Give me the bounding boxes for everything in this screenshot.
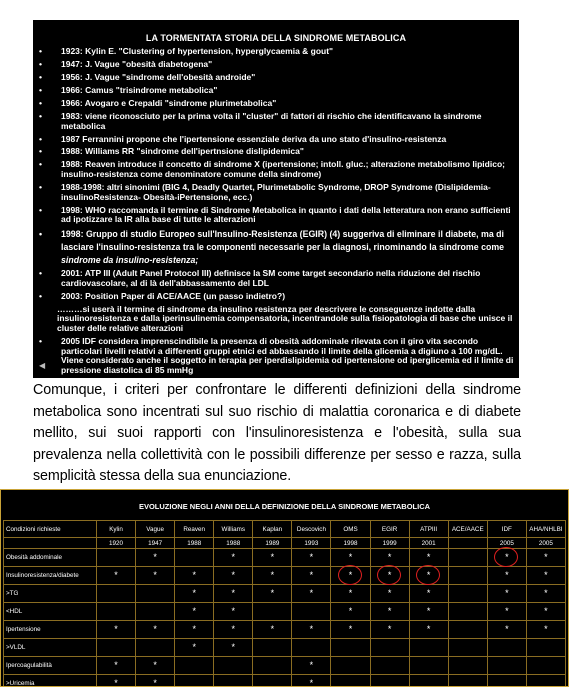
highlight-circle: [416, 565, 440, 585]
criterion-mark: *: [214, 639, 253, 657]
table-cell: [370, 675, 409, 687]
timeline-item: [37, 228, 515, 267]
criterion-mark: *: [214, 585, 253, 603]
row-label: >Uricemia: [4, 675, 97, 687]
timeline-list: [37, 47, 515, 378]
year-cell: 1988: [175, 538, 214, 549]
criterion-mark: *: [370, 585, 409, 603]
column-header: OMS: [331, 521, 370, 538]
table-cell: [526, 657, 565, 675]
criterion-mark: *: [370, 567, 409, 585]
table-cell: [292, 603, 331, 621]
table-cell: [370, 639, 409, 657]
criterion-mark: *: [487, 585, 526, 603]
criterion-mark: *: [292, 657, 331, 675]
year-cell: 1989: [253, 538, 292, 549]
column-header: Reaven: [175, 521, 214, 538]
table-years-row: [4, 538, 566, 549]
row-label: Ipertensione: [4, 621, 97, 639]
table-cell: [526, 675, 565, 687]
criterion-mark: *: [175, 603, 214, 621]
criterion-mark: *: [331, 549, 370, 567]
row-label: Obesità addominale: [4, 549, 97, 567]
table-cell: [448, 549, 487, 567]
table-cell: [253, 639, 292, 657]
year-cell: 1920: [97, 538, 136, 549]
history-slide: [33, 20, 519, 378]
table-cell: [526, 639, 565, 657]
criterion-mark: *: [97, 675, 136, 687]
table-cell: [214, 675, 253, 687]
criterion-mark: *: [292, 567, 331, 585]
table-cell: [487, 639, 526, 657]
column-header: Kylin: [97, 521, 136, 538]
timeline-italic-text: sindrome da insulino-resistenza;: [61, 255, 199, 266]
criterion-mark: *: [487, 567, 526, 585]
highlight-circle: [338, 565, 362, 585]
criterion-mark: *: [292, 675, 331, 687]
timeline-item: • 1987 Ferrannini propone che l'ipertensione essenziale deriva da uno stato d'insulino-resistenza: [37, 135, 515, 145]
timeline-item: • 1988-1998: altri sinonimi (BIG 4, Deadly Quartet, Plurimetabolic Syndrome, DROP Syndrome (Dislipidemia-insulinoResistenza- Obesità-iPertensione, ecc.): [37, 183, 515, 202]
table-cell: [448, 621, 487, 639]
criterion-mark: *: [409, 567, 448, 585]
table-header-row: [4, 521, 566, 538]
table-cell: [292, 639, 331, 657]
timeline-item: • 1966: Avogaro e Crepaldi "sindrome plurimetabolica": [37, 99, 515, 109]
row-label: >TG: [4, 585, 97, 603]
table-cell: [370, 657, 409, 675]
table-cell: [331, 639, 370, 657]
criterion-mark: *: [526, 603, 565, 621]
table-cell: [97, 639, 136, 657]
criterion-mark: *: [292, 549, 331, 567]
table-cell: [175, 549, 214, 567]
table-row: [4, 675, 566, 687]
timeline-item: • 2001: ATP III (Adult Panel Protocol III) definisce la SM come target secondario nella riduzione del rischio cardiovascolare, al di là dell'abbassamento del LDL: [37, 269, 515, 288]
criterion-mark: *: [253, 567, 292, 585]
table-cell: [487, 675, 526, 687]
criterion-mark: *: [331, 585, 370, 603]
column-header: Descovich: [292, 521, 331, 538]
criterion-mark: *: [136, 549, 175, 567]
table-cell: [409, 639, 448, 657]
timeline-item: • 2005 IDF considera imprenscindibile la presenza di obesità addominale rilevata con il giro vita secondo particolari livelli relativi a differenti gruppi etnici ed abbassando il limite della glicemia a digiuno a 100 mg/dL. Viene considerato anche il soggetto in terapia per iperdislipidemia od ipertensione od iperglicemia ed il limite di pressione diastolica di 85 mmHg: [37, 337, 515, 375]
table-cell: [97, 603, 136, 621]
timeline-subitem: ………si userà il termine di sindrome da insulino resistenza per descrivere le conseguenze indotte dalla insulinoresistenza e dalla iperinsulinemia compensatoria, incentrandole sulla fisiopatologia di base che unisce il cluster delle relative alterazioni: [57, 303, 513, 333]
table-cell: [136, 603, 175, 621]
table-cell: [97, 549, 136, 567]
column-header: ATPIII: [409, 521, 448, 538]
criterion-mark: *: [136, 567, 175, 585]
table-row: [4, 603, 566, 621]
criterion-mark: *: [409, 585, 448, 603]
criterion-mark: *: [526, 549, 565, 567]
table-cell: [253, 657, 292, 675]
year-cell: 1947: [136, 538, 175, 549]
criterion-mark: *: [292, 621, 331, 639]
body-paragraph: Comunque, i criteri per confrontare le differenti definizioni della sindrome metabolica sono incentrati sul suo rischio di malattia coronarica e di diabete mellito, sui suoi rapporti con l'insulinoresistenza e l'obesità, sulla sua prevalenza nella collettività con le possibili differenze per sesso e razza, sulla semplicità stessa della sua enunciazione.: [33, 382, 521, 484]
table-cell: [448, 603, 487, 621]
column-header: Williams: [214, 521, 253, 538]
criterion-mark: *: [175, 621, 214, 639]
timeline-item: • 1966: Camus "trisindrome metabolica": [37, 86, 515, 96]
year-cell: 1998: [331, 538, 370, 549]
criterion-mark: *: [331, 567, 370, 585]
criterion-mark: *: [331, 621, 370, 639]
criterion-mark: *: [487, 603, 526, 621]
definitions-table-panel: [0, 489, 569, 687]
criterion-mark: *: [136, 657, 175, 675]
timeline-item: • 1923: Kylin E. "Clustering of hypertension, hyperglycaemia & gout": [37, 47, 515, 57]
row-label: <HDL: [4, 603, 97, 621]
year-cell: 1988: [214, 538, 253, 549]
timeline-item: • 1983: viene riconosciuto per la prima volta il "cluster" di fattori di rischio che identificavano la sindrome metabolica: [37, 112, 515, 131]
criterion-mark: *: [331, 603, 370, 621]
row-label: >VLDL: [4, 639, 97, 657]
slide-title: LA TORMENTATA STORIA DELLA SINDROME METABOLICA: [145, 33, 407, 43]
table-title: EVOLUZIONE NEGLI ANNI DELLA DEFINIZIONE DELLA SINDROME METABOLICA: [138, 502, 431, 511]
criterion-mark: *: [97, 567, 136, 585]
row-label: Ipercoagulabilità: [4, 657, 97, 675]
criterion-mark: *: [214, 567, 253, 585]
criterion-mark: *: [409, 603, 448, 621]
table-cell: [331, 657, 370, 675]
table-cell: [136, 585, 175, 603]
table-cell: [175, 675, 214, 687]
table-cell: [4, 538, 97, 549]
criterion-mark: *: [370, 549, 409, 567]
criterion-mark: *: [136, 621, 175, 639]
table-cell: [253, 675, 292, 687]
column-header-conditions: Condizioni richieste: [4, 521, 97, 538]
table-cell: [253, 603, 292, 621]
table-cell: [448, 639, 487, 657]
highlight-circle: [377, 565, 401, 585]
column-header: EGIR: [370, 521, 409, 538]
table-row: [4, 639, 566, 657]
timeline-item: • 1956: J. Vague "sindrome dell'obesità androide": [37, 73, 515, 83]
column-header: AHA/NHLBI: [526, 521, 565, 538]
criterion-mark: *: [253, 549, 292, 567]
column-header: ACE/AACE: [448, 521, 487, 538]
column-header: Kaplan: [253, 521, 292, 538]
table-row: [4, 621, 566, 639]
criterion-mark: *: [175, 639, 214, 657]
year-cell: 2005: [487, 538, 526, 549]
timeline-item: • 1998: WHO raccomanda il termine di Sindrome Metabolica in quanto i dati della letteratura non erano sufficienti ad ipotizzare la IR alla base di tutte le alterazioni: [37, 206, 515, 225]
column-header: Vague: [136, 521, 175, 538]
table-cell: [448, 675, 487, 687]
table-cell: [409, 675, 448, 687]
year-cell: 1999: [370, 538, 409, 549]
definitions-table: [3, 520, 566, 687]
table-row: [4, 657, 566, 675]
criterion-mark: *: [214, 621, 253, 639]
table-cell: [97, 585, 136, 603]
criterion-mark: *: [409, 621, 448, 639]
criterion-mark: *: [214, 549, 253, 567]
table-cell: [487, 657, 526, 675]
year-cell: 1993: [292, 538, 331, 549]
table-row: [4, 549, 566, 567]
criterion-mark: *: [136, 675, 175, 687]
criterion-mark: *: [175, 585, 214, 603]
table-cell: [136, 639, 175, 657]
timeline-text: 1998: Gruppo di studio Europeo sull'Insulino-Resistenza (EGIR) (4) suggeriva di eliminare il diabete, ma di lasciare l'insulino-resistenza tra le componenti necessarie per la diagnosi, rinominando la sindrome come: [61, 229, 505, 253]
table-cell: [214, 657, 253, 675]
criterion-mark: *: [97, 621, 136, 639]
year-cell: [448, 538, 487, 549]
criterion-mark: *: [526, 585, 565, 603]
slide-nav-icon[interactable]: ◀: [39, 361, 46, 370]
table-cell: [448, 585, 487, 603]
criterion-mark: *: [487, 621, 526, 639]
column-header: IDF: [487, 521, 526, 538]
criterion-mark: *: [292, 585, 331, 603]
criterion-mark: *: [253, 585, 292, 603]
table-cell: [448, 657, 487, 675]
timeline-item: • 2003: Position Paper di ACE/AACE (un passo indietro?): [37, 292, 515, 302]
row-label: Insulinoresistenza/diabete: [4, 567, 97, 585]
table-cell: [331, 675, 370, 687]
year-cell: 2001: [409, 538, 448, 549]
criterion-mark: *: [175, 567, 214, 585]
year-cell: 2005: [526, 538, 565, 549]
criterion-mark: *: [214, 603, 253, 621]
timeline-item: • 1947: J. Vague "obesità diabetogena": [37, 60, 515, 70]
table-row: [4, 585, 566, 603]
table-cell: [448, 567, 487, 585]
table-cell: [409, 657, 448, 675]
criterion-mark: *: [409, 549, 448, 567]
criterion-mark: *: [253, 621, 292, 639]
table-cell: [175, 657, 214, 675]
criterion-mark: *: [526, 621, 565, 639]
criterion-mark: *: [487, 549, 526, 567]
criterion-mark: *: [97, 657, 136, 675]
criterion-mark: *: [370, 621, 409, 639]
timeline-item: • 1988: Reaven introduce il concetto di sindrome X (ipertensione; intoll. gluc.; alterazione metabolismo lipidico; insulino-resistenza come denominatore comune della sindrome): [37, 160, 515, 179]
table-row: [4, 567, 566, 585]
timeline-item: • 1988: Williams RR "sindrome dell'ipertnsione dislipidemica": [37, 147, 515, 157]
criterion-mark: *: [526, 567, 565, 585]
criterion-mark: *: [370, 603, 409, 621]
